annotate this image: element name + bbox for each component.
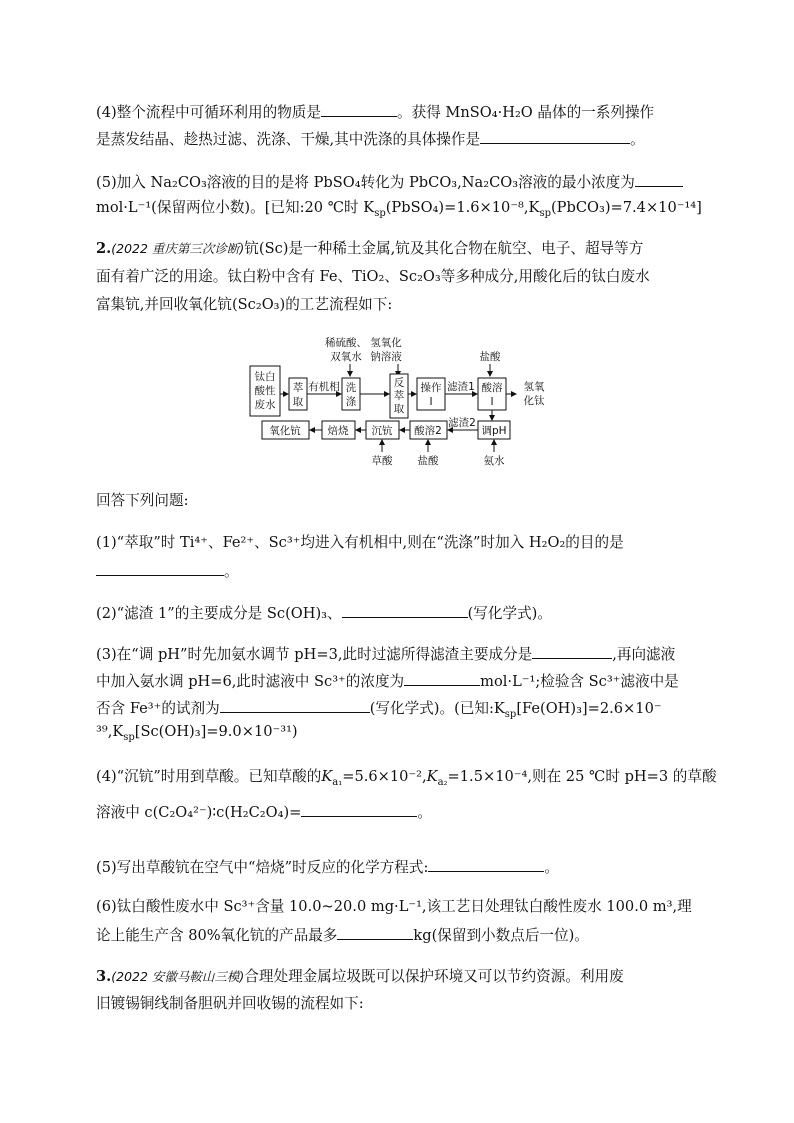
q2-intro-line1 bbox=[96, 239, 643, 259]
box-acid-dissolve2-label: 酸溶2 bbox=[414, 425, 442, 437]
reagent-acid1: 盐酸 bbox=[479, 351, 501, 363]
box-backextract-label: 萃 bbox=[393, 390, 405, 402]
box-feed-label: 钛白 bbox=[254, 371, 276, 383]
answer-blank[interactable] bbox=[480, 128, 630, 144]
q1-part5-text-d: (PbCO₃)=7.4×10⁻¹⁴] bbox=[550, 199, 702, 216]
reagent-wash-2: 双氧水 bbox=[330, 351, 362, 363]
q2-part3-text-i: [Sc(OH)₃]=9.0×10⁻³¹) bbox=[134, 723, 298, 740]
q2-part6-text-a: (6)钛白酸性废水中 Sc³⁺含量 10.0~20.0 mg·L⁻¹,该工艺日处理钛白酸性废水 100.0 m³,理 bbox=[96, 898, 692, 915]
q2-part3-line1 bbox=[96, 643, 675, 665]
box-wash-label: 洗 bbox=[345, 382, 357, 394]
process-flowchart bbox=[240, 330, 560, 474]
ksp-subscript: sp bbox=[123, 731, 135, 743]
answer-blank[interactable] bbox=[428, 856, 544, 872]
q1-part4-text-d: 。 bbox=[630, 131, 645, 148]
q1-part5-text-c: (PbSO₄)=1.6×10⁻⁸,K bbox=[385, 199, 540, 216]
question-source: (2022 重庆第三次诊断) bbox=[111, 241, 245, 256]
q2-part1-line1 bbox=[96, 533, 624, 553]
label-organic-phase: 有机相 bbox=[308, 381, 340, 393]
q1-part4-text-a: (4)整个流程中可循环利用的物质是 bbox=[96, 104, 321, 121]
q2-part6-line2 bbox=[96, 924, 589, 946]
q1-part4-line2 bbox=[96, 128, 645, 150]
q2-part4-text-a: (4)“沉钪”时用到草酸。已知草酸的 bbox=[96, 768, 322, 785]
question-number: 3. bbox=[96, 968, 112, 985]
label-residue1: 滤渣1 bbox=[447, 381, 475, 393]
q1-part5-text-b: mol·L⁻¹(保留两位小数)。[已知:20 ℃时 K bbox=[96, 199, 375, 216]
q2-part5-text-b: 。 bbox=[544, 859, 559, 876]
label-titanium-hydroxide: 氢氧 bbox=[523, 381, 545, 393]
q1-part4-line1 bbox=[96, 101, 654, 123]
box-product-label: 氧化钪 bbox=[269, 425, 301, 437]
box-wash-label: 涤 bbox=[345, 396, 357, 408]
box-roast-label: 焙烧 bbox=[327, 425, 349, 437]
box-feed-label: 废水 bbox=[254, 399, 276, 411]
q1-part5-line1 bbox=[96, 171, 683, 193]
q3-intro-text: 合理处理金属垃圾既可以保护环境又可以节约资源。利用废 bbox=[244, 968, 624, 985]
box-operation1-label: 操作 bbox=[420, 382, 442, 394]
answer-blank[interactable] bbox=[404, 670, 480, 686]
ka2-subscript: a₂ bbox=[437, 776, 448, 788]
label-residue2: 滤渣2 bbox=[448, 417, 476, 429]
ksp-subscript: sp bbox=[539, 207, 551, 219]
q2-part4-line2 bbox=[96, 801, 432, 823]
q2-part5 bbox=[96, 856, 559, 878]
answer-blank[interactable] bbox=[321, 101, 397, 117]
q2-part3-text-h: ³⁹,K bbox=[96, 723, 124, 740]
q2-prompt bbox=[96, 491, 188, 511]
box-backextract-label: 取 bbox=[393, 403, 405, 415]
answer-blank[interactable] bbox=[96, 560, 224, 576]
box-acid-dissolve1-label: Ⅰ bbox=[490, 396, 494, 408]
box-adjust-ph-label: 调pH bbox=[481, 425, 507, 437]
box-acid-dissolve1-label: 酸溶 bbox=[481, 382, 503, 394]
box-extract-label: 取 bbox=[292, 396, 304, 408]
q2-part2-text-a: (2)“滤渣 1”的主要成分是 Sc(OH)₃、 bbox=[96, 605, 342, 622]
q2-part3-text-g: [Fe(OH)₃]=2.6×10⁻ bbox=[516, 700, 662, 717]
answer-blank[interactable] bbox=[635, 171, 683, 187]
q2-part3-line4 bbox=[96, 722, 298, 748]
q2-part3-text-f: (写化学式)。(已知:K bbox=[369, 700, 505, 717]
q2-part1-end: 。 bbox=[224, 563, 239, 580]
answer-blank[interactable] bbox=[532, 643, 612, 659]
q2-part4-text-d: 溶液中 c(C₂O₄²⁻)∶c(H₂C₂O₄)= bbox=[96, 804, 302, 821]
box-precipitate-sc-label: 沉钪 bbox=[371, 425, 393, 437]
q2-part4-text-e: 。 bbox=[417, 804, 432, 821]
q2-intro-line2 bbox=[96, 267, 650, 287]
q2-intro-text: 面有着广泛的用途。钛白粉中含有 Fe、TiO₂、Sc₂O₃等多种成分,用酸化后的钛白废水 bbox=[96, 268, 650, 285]
q2-part2-text-b: (写化学式)。 bbox=[467, 605, 552, 622]
q2-part4-text-c: =1.5×10⁻⁴,则在 25 ℃时 pH=3 的草酸 bbox=[447, 768, 717, 785]
q2-part3-line2 bbox=[96, 670, 679, 692]
q1-part4-text-b: 。获得 MnSO₄·H₂O 晶体的一系列操作 bbox=[397, 104, 655, 121]
q3-intro-line1 bbox=[96, 967, 624, 987]
answer-blank[interactable] bbox=[337, 924, 413, 940]
q2-part1-line2 bbox=[96, 560, 239, 582]
q2-part4-line1 bbox=[96, 767, 717, 793]
box-extract-label: 萃 bbox=[292, 382, 304, 394]
reagent-ammonia: 氨水 bbox=[483, 455, 505, 467]
question-number: 2. bbox=[96, 240, 112, 257]
q3-intro-text: 旧镀锡铜线制备胆矾并回收锡的流程如下: bbox=[96, 995, 364, 1012]
ksp-subscript: sp bbox=[504, 708, 517, 720]
q2-part3-line3 bbox=[96, 697, 662, 725]
q2-part1-text: (1)“萃取”时 Ti⁴⁺、Fe²⁺、Sc³⁺均进入有机相中,则在“洗涤”时加入 H₂O₂的目的是 bbox=[96, 534, 624, 551]
q2-part6-line1 bbox=[96, 897, 692, 917]
reagent-hydrochloric-acid: 盐酸 bbox=[417, 455, 439, 467]
q1-part5-line2 bbox=[96, 198, 702, 224]
ka2-symbol: K bbox=[426, 768, 438, 785]
q3-intro-line2 bbox=[96, 994, 364, 1014]
q1-part5-text-a: (5)加入 Na₂CO₃溶液的目的是将 PbSO₄转化为 PbCO₃,Na₂CO₃溶液的最小浓度为 bbox=[96, 174, 635, 191]
reagent-oxalic-acid: 草酸 bbox=[371, 455, 393, 467]
q2-prompt-text: 回答下列问题: bbox=[96, 492, 189, 509]
q1-part4-text-c: 是蒸发结晶、趁热过滤、洗涤、干燥,其中洗涤的具体操作是 bbox=[96, 131, 481, 148]
q2-part3-text-b: ,再向滤液 bbox=[612, 646, 676, 663]
q2-intro-text: 钪(Sc)是一种稀土金属,钪及其化合物在航空、电子、超导等方 bbox=[244, 240, 644, 257]
question-source: (2022 安徽马鞍山三模) bbox=[111, 969, 245, 984]
answer-blank[interactable] bbox=[342, 602, 468, 618]
q2-intro-line3 bbox=[96, 295, 392, 315]
answer-blank[interactable] bbox=[220, 697, 370, 713]
ka1-subscript: a₁ bbox=[332, 776, 343, 788]
reagent-wash-1: 稀硫酸、 bbox=[325, 337, 367, 349]
q2-part4-text-b: =5.6×10⁻², bbox=[342, 768, 427, 785]
answer-blank[interactable] bbox=[301, 801, 417, 817]
q2-part3-text-a: (3)在“调 pH”时先加氨水调节 pH=3,此时过滤所得滤渣主要成分是 bbox=[96, 646, 533, 663]
label-titanium-hydroxide: 化钛 bbox=[523, 395, 545, 407]
reagent-backextract-2: 钠溶液 bbox=[370, 351, 402, 363]
ka1-symbol: K bbox=[321, 768, 333, 785]
q2-part6-text-b: 论上能生产含 80%氧化钪的产品最多 bbox=[96, 927, 338, 944]
box-operation1-label: Ⅰ bbox=[429, 396, 433, 408]
box-feed-label: 酸性 bbox=[254, 385, 276, 397]
q2-part5-text-a: (5)写出草酸钪在空气中“焙烧”时反应的化学方程式: bbox=[96, 859, 429, 876]
q2-part3-text-c: 中加入氨水调 pH=6,此时滤液中 Sc³⁺的浓度为 bbox=[96, 673, 405, 690]
ksp-subscript: sp bbox=[374, 207, 386, 219]
q2-part3-text-d: mol·L⁻¹;检验含 Sc³⁺滤液中是 bbox=[480, 673, 679, 690]
q2-part6-text-c: kg(保留到小数点后一位)。 bbox=[413, 927, 589, 944]
box-backextract-label: 反 bbox=[393, 377, 405, 389]
q2-part2 bbox=[96, 602, 552, 624]
reagent-backextract-1: 氢氧化 bbox=[370, 337, 402, 349]
q2-part3-text-e: 否含 Fe³⁺的试剂为 bbox=[96, 700, 220, 717]
q2-intro-text: 富集钪,并回收氧化钪(Sc₂O₃)的工艺流程如下: bbox=[96, 296, 393, 313]
